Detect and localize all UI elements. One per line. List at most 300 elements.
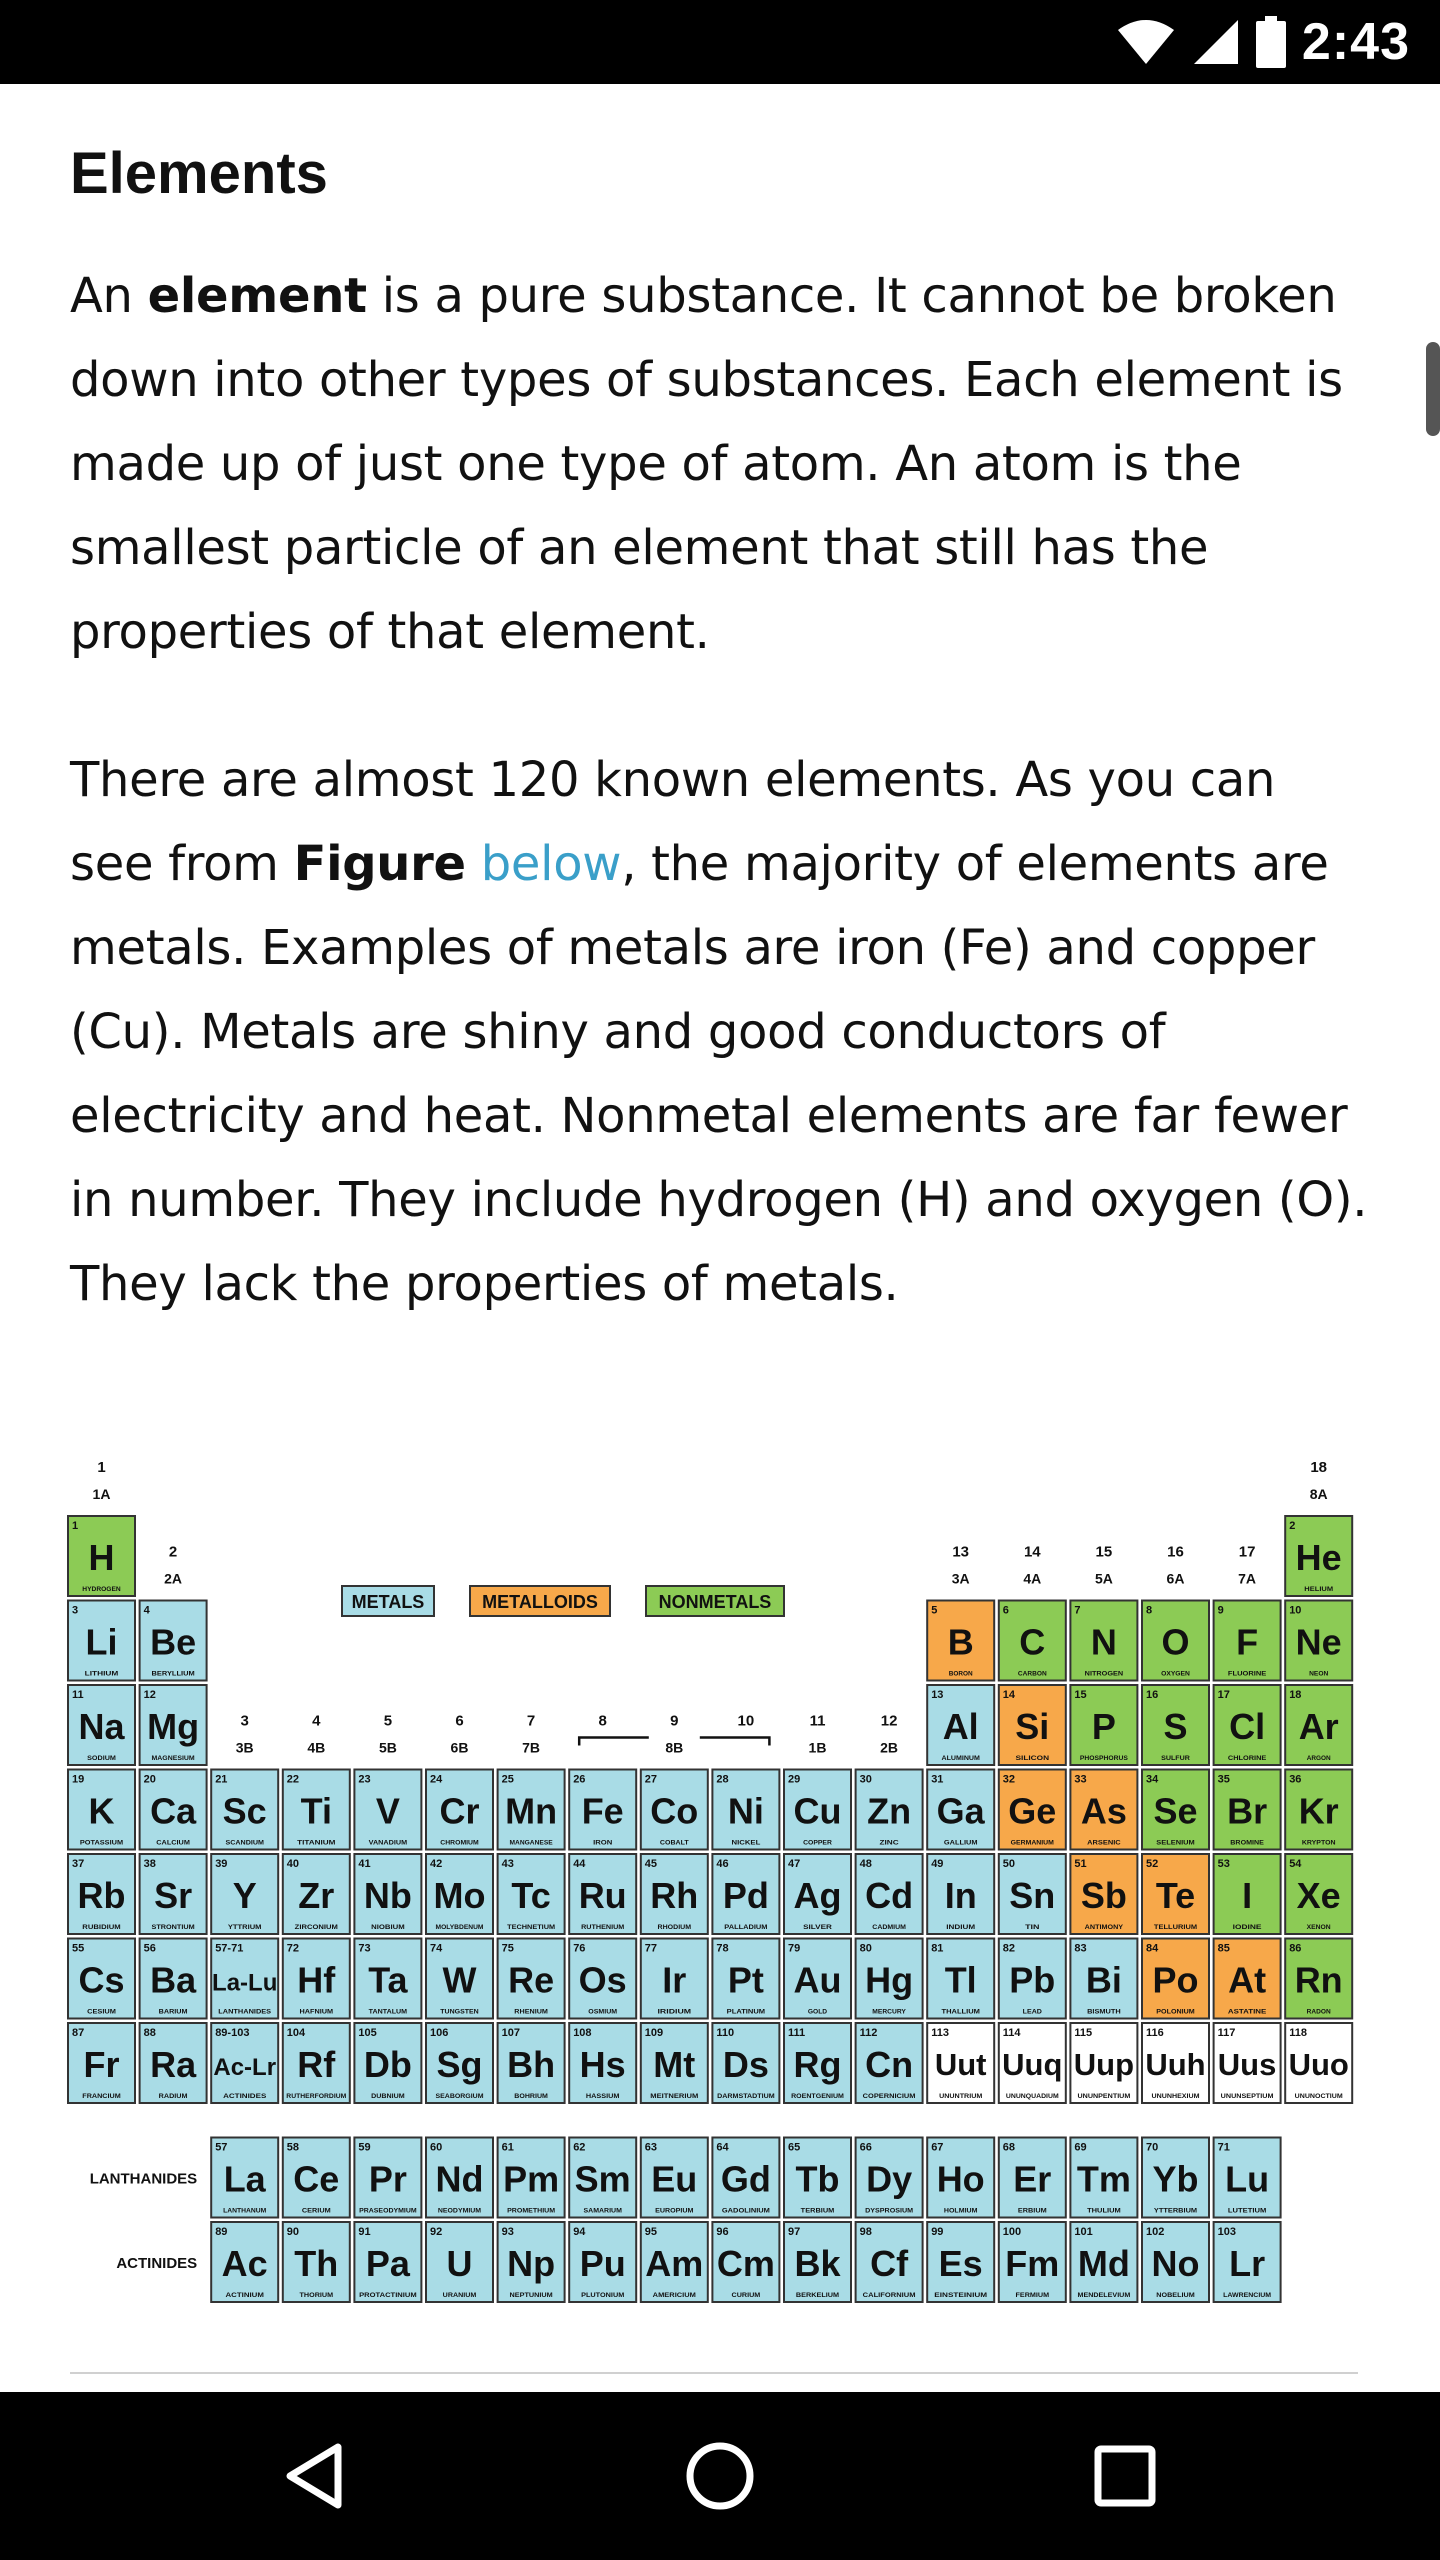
group-label: 4B bbox=[307, 1739, 326, 1756]
element-symbol: K bbox=[88, 1790, 115, 1832]
element-number: 39 bbox=[215, 1858, 228, 1870]
p1-text-a: An bbox=[70, 268, 148, 324]
element-number: 70 bbox=[1146, 2141, 1159, 2154]
element-symbol: Np bbox=[507, 2243, 556, 2284]
group-number: 11 bbox=[809, 1712, 826, 1730]
element-symbol: Ag bbox=[793, 1875, 842, 1916]
element-symbol: Zn bbox=[867, 1790, 912, 1832]
recents-button[interactable] bbox=[1075, 2426, 1175, 2526]
element-symbol: Cr bbox=[439, 1790, 480, 1832]
paragraph-element-definition bbox=[70, 254, 1370, 674]
element-name: DYSPROSIUM bbox=[865, 2207, 914, 2215]
element-symbol: O bbox=[1161, 1621, 1190, 1663]
element-symbol: Yb bbox=[1152, 2158, 1199, 2200]
element-name: DARMSTADTIUM bbox=[717, 2093, 775, 2100]
element-symbol: Fe bbox=[581, 1790, 624, 1832]
element-number: 56 bbox=[143, 1942, 156, 1955]
element-symbol: Uup bbox=[1073, 2047, 1135, 2082]
element-symbol: Zr bbox=[298, 1875, 335, 1916]
element-symbol: Es bbox=[938, 2243, 983, 2284]
element-name: ARSENIC bbox=[1087, 1839, 1122, 1847]
section-heading: Elements bbox=[70, 141, 328, 206]
element-name: VANADIUM bbox=[368, 1839, 408, 1847]
element-number: 71 bbox=[1217, 2141, 1230, 2154]
group-label: 6A bbox=[1166, 1570, 1185, 1587]
element-number: 79 bbox=[788, 1942, 801, 1955]
element-name: HAFNIUM bbox=[299, 2008, 334, 2016]
element-number: 106 bbox=[430, 2027, 449, 2039]
series-label-lanthanides: LANTHANIDES bbox=[89, 2170, 198, 2188]
element-name: RHENIUM bbox=[514, 2008, 548, 2016]
element-name: IRON bbox=[593, 1839, 613, 1847]
element-name: YTTRIUM bbox=[227, 1924, 262, 1931]
element-symbol: Sb bbox=[1080, 1875, 1127, 1916]
element-number: 58 bbox=[286, 2141, 300, 2154]
element-name: HOLMIUM bbox=[943, 2207, 978, 2215]
element-name: THALLIUM bbox=[941, 2008, 980, 2016]
element-name: THORIUM bbox=[299, 2292, 334, 2299]
element-number: 24 bbox=[430, 1773, 443, 1786]
element-name: SCANDIUM bbox=[225, 1839, 264, 1847]
home-button[interactable] bbox=[670, 2426, 770, 2526]
element-name: OXYGEN bbox=[1161, 1670, 1191, 1678]
element-symbol: Re bbox=[508, 1959, 555, 2001]
group-number: 14 bbox=[1023, 1543, 1041, 1561]
element-number: 13 bbox=[931, 1689, 944, 1701]
legend-label-nonmetal: NONMETALS bbox=[658, 1592, 772, 1612]
element-symbol: Lu bbox=[1225, 2158, 1270, 2200]
element-symbol: B bbox=[947, 1621, 974, 1663]
element-name: MAGNESIUM bbox=[151, 1755, 195, 1762]
wifi-icon bbox=[1116, 18, 1176, 66]
element-name: GADOLINIUM bbox=[721, 2207, 770, 2215]
element-number: 114 bbox=[1002, 2027, 1021, 2039]
group-label: 8B bbox=[665, 1739, 684, 1756]
element-name: NEON bbox=[1309, 1670, 1329, 1678]
element-symbol: Tc bbox=[511, 1875, 551, 1916]
element-symbol: C bbox=[1019, 1621, 1046, 1663]
element-symbol: Hs bbox=[579, 2044, 626, 2085]
element-symbol: Bk bbox=[794, 2243, 841, 2284]
element-number: 84 bbox=[1146, 1942, 1159, 1955]
element-number: 76 bbox=[573, 1942, 586, 1955]
element-name: FERMIUM bbox=[1015, 2292, 1050, 2299]
element-symbol: Mn bbox=[505, 1790, 558, 1832]
element-symbol: Sm bbox=[574, 2158, 631, 2200]
scrollbar-thumb[interactable] bbox=[1426, 342, 1440, 436]
element-symbol: He bbox=[1295, 1537, 1342, 1578]
element-number: 32 bbox=[1002, 1773, 1016, 1786]
element-name: MENDELEVIUM bbox=[1077, 2292, 1131, 2299]
element-symbol: In bbox=[944, 1875, 977, 1916]
back-button[interactable] bbox=[265, 2426, 365, 2526]
element-symbol: Se bbox=[1153, 1790, 1198, 1832]
series-label-actinides: ACTINIDES bbox=[116, 2255, 198, 2272]
element-symbol: As bbox=[1080, 1790, 1127, 1832]
element-name: LAWRENCIUM bbox=[1223, 2292, 1272, 2299]
element-number: 47 bbox=[788, 1858, 801, 1870]
element-name: SELENIUM bbox=[1156, 1839, 1195, 1847]
element-name: UNUNSEPTIUM bbox=[1220, 2093, 1274, 2100]
group-number: 7 bbox=[526, 1712, 536, 1730]
element-number: 77 bbox=[644, 1942, 658, 1955]
element-name: HELIUM bbox=[1304, 1586, 1334, 1593]
element-number: 37 bbox=[72, 1858, 85, 1870]
element-symbol: Sr bbox=[154, 1875, 193, 1916]
element-symbol: Pa bbox=[365, 2243, 410, 2284]
element-name: UNUNTRIUM bbox=[939, 2093, 983, 2100]
element-number: 111 bbox=[788, 2027, 806, 2039]
element-number: 35 bbox=[1217, 1773, 1230, 1786]
element-name: ACTINIDES bbox=[223, 2093, 268, 2100]
element-number: 14 bbox=[1002, 1689, 1016, 1701]
element-number: 61 bbox=[501, 2141, 514, 2154]
element-number: 75 bbox=[501, 1942, 514, 1955]
group-label: 1B bbox=[808, 1739, 827, 1756]
element-name: SAMARIUM bbox=[583, 2207, 622, 2215]
group-number: 10 bbox=[737, 1712, 755, 1730]
element-symbol: Uut bbox=[934, 2047, 987, 2082]
element-number: 53 bbox=[1217, 1858, 1230, 1870]
element-name: SEABORGIUM bbox=[435, 2093, 484, 2100]
element-number: 80 bbox=[859, 1942, 872, 1955]
element-name: CESIUM bbox=[87, 2008, 116, 2016]
element-name: ANTIMONY bbox=[1084, 1924, 1124, 1931]
element-symbol: Ra bbox=[150, 2044, 197, 2085]
element-name: SILICON bbox=[1015, 1755, 1050, 1762]
home-icon bbox=[683, 2439, 757, 2513]
element-name: THULIUM bbox=[1087, 2207, 1121, 2215]
element-symbol: Po bbox=[1152, 1959, 1199, 2001]
element-number: 46 bbox=[716, 1858, 729, 1870]
group-number: 4 bbox=[312, 1712, 321, 1730]
element-number: 87 bbox=[72, 2027, 85, 2039]
group-label: 5B bbox=[378, 1739, 397, 1756]
element-number: 38 bbox=[143, 1858, 156, 1870]
element-symbol: Pd bbox=[722, 1875, 769, 1916]
element-name: LANTHANIDES bbox=[218, 2008, 272, 2016]
element-symbol: Ta bbox=[368, 1959, 408, 2001]
element-name: RUTHERFORDIUM bbox=[286, 2093, 347, 2100]
element-symbol: Os bbox=[578, 1959, 627, 2001]
element-name: TERBIUM bbox=[800, 2207, 835, 2215]
element-number: 86 bbox=[1289, 1942, 1302, 1955]
element-symbol: Cs bbox=[78, 1959, 125, 2001]
element-symbol: Cf bbox=[870, 2243, 909, 2284]
group-number: 8 bbox=[598, 1712, 607, 1730]
element-number: 17 bbox=[1217, 1689, 1230, 1701]
element-symbol: Be bbox=[150, 1621, 197, 1663]
element-name: TANTALUM bbox=[368, 2008, 408, 2016]
element-symbol: Mg bbox=[147, 1706, 200, 1747]
element-symbol: Tb bbox=[795, 2158, 840, 2200]
element-symbol: Ti bbox=[300, 1790, 332, 1832]
status-icons bbox=[1116, 0, 1410, 84]
element-number: 67 bbox=[931, 2141, 944, 2154]
element-symbol: Ca bbox=[150, 1790, 197, 1832]
element-symbol: Ne bbox=[1295, 1621, 1342, 1663]
group-number: 12 bbox=[880, 1712, 898, 1730]
element-number: 91 bbox=[358, 2226, 371, 2238]
element-number: 36 bbox=[1289, 1773, 1302, 1786]
element-symbol: Bi bbox=[1085, 1959, 1122, 2001]
element-name: PROTACTINIUM bbox=[359, 2292, 417, 2299]
element-number: 81 bbox=[931, 1942, 944, 1955]
element-symbol: Uuh bbox=[1145, 2047, 1206, 2082]
element-number: 50 bbox=[1002, 1858, 1016, 1870]
element-number: 1 bbox=[72, 1520, 79, 1532]
element-number: 33 bbox=[1074, 1773, 1087, 1786]
element-name: PLATINUM bbox=[726, 2008, 766, 2016]
element-number: 98 bbox=[859, 2226, 872, 2238]
legend-label-metalloid: METALLOIDS bbox=[482, 1592, 598, 1612]
element-name: CALCIUM bbox=[156, 1839, 190, 1847]
element-number: 117 bbox=[1217, 2027, 1236, 2039]
element-name: CADMIUM bbox=[872, 1924, 906, 1931]
element-number: 104 bbox=[286, 2027, 306, 2039]
element-number: 41 bbox=[358, 1858, 371, 1870]
element-symbol: Co bbox=[650, 1790, 699, 1832]
element-name: IRIDIUM bbox=[657, 2008, 692, 2016]
element-number: 101 bbox=[1074, 2226, 1093, 2238]
element-number: 54 bbox=[1289, 1858, 1302, 1870]
element-number: 19 bbox=[72, 1773, 85, 1786]
element-number: 23 bbox=[358, 1773, 371, 1786]
element-number: 55 bbox=[72, 1942, 85, 1955]
element-name: LANTHANUM bbox=[223, 2207, 267, 2215]
element-name: GALLIUM bbox=[943, 1839, 978, 1847]
element-name: BROMINE bbox=[1230, 1839, 1265, 1847]
element-symbol: Kr bbox=[1298, 1790, 1339, 1832]
group-number: 17 bbox=[1238, 1543, 1256, 1561]
element-number: 96 bbox=[716, 2226, 729, 2238]
element-symbol: Pm bbox=[503, 2158, 560, 2200]
element-symbol: Xe bbox=[1296, 1875, 1341, 1916]
element-symbol: Cd bbox=[865, 1875, 914, 1916]
element-name: KRYPTON bbox=[1301, 1839, 1336, 1847]
group-label: 8A bbox=[1309, 1486, 1328, 1502]
element-name: UNUNPENTIUM bbox=[1077, 2093, 1131, 2100]
battery-icon bbox=[1256, 16, 1286, 68]
element-name: STRONTIUM bbox=[151, 1924, 195, 1931]
element-symbol: W bbox=[442, 1959, 477, 2001]
element-name: RADON bbox=[1306, 2008, 1331, 2016]
element-symbol: H bbox=[88, 1537, 115, 1578]
element-symbol: La bbox=[223, 2158, 266, 2200]
element-number: 72 bbox=[286, 1942, 300, 1955]
status-time: 2:43 bbox=[1301, 13, 1410, 71]
element-number: 59 bbox=[358, 2141, 371, 2154]
element-symbol: Nd bbox=[435, 2158, 484, 2200]
element-number: 8 bbox=[1146, 1604, 1153, 1617]
element-name: NICKEL bbox=[731, 1839, 761, 1847]
element-symbol: Uus bbox=[1217, 2047, 1277, 2082]
element-symbol: V bbox=[375, 1790, 400, 1832]
element-name: POTASSIUM bbox=[79, 1839, 124, 1847]
element-name: TELLURIUM bbox=[1153, 1924, 1198, 1931]
element-symbol: S bbox=[1163, 1706, 1188, 1747]
element-name: ASTATINE bbox=[1227, 2008, 1268, 2016]
element-name: BARIUM bbox=[158, 2008, 188, 2016]
element-symbol: Hg bbox=[865, 1959, 914, 2001]
element-number: 12 bbox=[143, 1689, 156, 1701]
element-symbol: U bbox=[446, 2243, 473, 2284]
status-bar bbox=[0, 0, 1440, 84]
group-number: 1 bbox=[97, 1459, 106, 1476]
group-number: 3 bbox=[240, 1712, 249, 1730]
element-symbol: Ds bbox=[722, 2044, 769, 2085]
group-number: 6 bbox=[455, 1712, 464, 1730]
element-number: 64 bbox=[716, 2141, 729, 2154]
element-number: 60 bbox=[430, 2141, 443, 2154]
element-symbol: Cl bbox=[1229, 1706, 1266, 1747]
element-name: SODIUM bbox=[87, 1755, 116, 1762]
element-symbol: Na bbox=[78, 1706, 125, 1747]
group-label: 4A bbox=[1023, 1570, 1042, 1587]
element-number: 5 bbox=[931, 1604, 938, 1617]
element-number: 94 bbox=[573, 2226, 586, 2238]
element-symbol: Md bbox=[1077, 2243, 1130, 2284]
element-name: PLUTONIUM bbox=[581, 2292, 625, 2299]
element-number: 57-71 bbox=[215, 1942, 244, 1955]
group-number: 2 bbox=[168, 1543, 178, 1561]
element-name: OSMIUM bbox=[588, 2008, 618, 2016]
element-symbol: Rg bbox=[793, 2044, 842, 2085]
element-name: CARBON bbox=[1017, 1670, 1048, 1678]
element-number: 78 bbox=[716, 1942, 729, 1955]
element-symbol: Rb bbox=[77, 1875, 126, 1916]
element-name: IODINE bbox=[1232, 1924, 1263, 1931]
element-name: CERIUM bbox=[301, 2207, 331, 2215]
element-number: 113 bbox=[931, 2027, 949, 2039]
element-number: 88 bbox=[143, 2027, 156, 2039]
element-symbol: Hf bbox=[297, 1959, 336, 2001]
element-symbol: Al bbox=[942, 1706, 979, 1747]
element-name: NITROGEN bbox=[1084, 1670, 1124, 1678]
element-number: 85 bbox=[1217, 1942, 1230, 1955]
element-number: 73 bbox=[358, 1942, 371, 1955]
element-number: 34 bbox=[1146, 1773, 1159, 1786]
element-number: 7 bbox=[1074, 1604, 1081, 1617]
element-name: MANGANESE bbox=[509, 1839, 554, 1847]
element-number: 68 bbox=[1002, 2141, 1016, 2154]
element-name: BORON bbox=[948, 1670, 973, 1678]
element-name: NOBELIUM bbox=[1156, 2292, 1195, 2299]
element-number: 11 bbox=[72, 1689, 84, 1701]
element-symbol: Ac bbox=[221, 2243, 268, 2284]
element-name: DUBNIUM bbox=[371, 2093, 405, 2100]
term-element: element bbox=[147, 268, 367, 324]
element-symbol: Li bbox=[85, 1621, 118, 1663]
element-name: ALUMINUM bbox=[941, 1755, 980, 1762]
element-name: BOHRIUM bbox=[514, 2093, 548, 2100]
element-name: SULFUR bbox=[1161, 1755, 1191, 1762]
element-name: GOLD bbox=[807, 2008, 828, 2016]
element-number: 21 bbox=[215, 1773, 228, 1786]
element-symbol: Tm bbox=[1076, 2158, 1131, 2200]
element-name: BERKELIUM bbox=[795, 2292, 840, 2299]
element-name: LITHIUM bbox=[84, 1670, 119, 1678]
element-number: 82 bbox=[1002, 1942, 1016, 1955]
element-number: 29 bbox=[788, 1773, 801, 1786]
element-name: PROMETHIUM bbox=[507, 2207, 556, 2215]
element-name: ACTINIUM bbox=[225, 2292, 264, 2299]
element-number: 45 bbox=[644, 1858, 658, 1870]
element-symbol: N bbox=[1090, 1621, 1117, 1663]
element-number: 69 bbox=[1074, 2141, 1087, 2154]
element-name: COPPER bbox=[803, 1839, 833, 1847]
group-label: 2B bbox=[880, 1739, 899, 1756]
element-number: 116 bbox=[1146, 2027, 1164, 2039]
element-symbol: Cm bbox=[716, 2243, 775, 2284]
element-symbol: Am bbox=[645, 2243, 704, 2284]
element-symbol: Y bbox=[232, 1875, 257, 1916]
element-name: ROENTGENIUM bbox=[791, 2093, 844, 2100]
element-number: 92 bbox=[430, 2226, 443, 2238]
element-number: 18 bbox=[1289, 1689, 1302, 1701]
element-number: 118 bbox=[1289, 2027, 1307, 2039]
periodic-table bbox=[60, 1440, 1380, 2320]
element-name: RHODIUM bbox=[657, 1924, 692, 1931]
element-number: 20 bbox=[143, 1773, 156, 1786]
element-symbol: Th bbox=[294, 2243, 339, 2284]
figure-link-below[interactable]: below bbox=[480, 836, 622, 892]
element-number: 30 bbox=[859, 1773, 872, 1786]
element-number: 2 bbox=[1289, 1520, 1296, 1532]
element-number: 3 bbox=[72, 1604, 79, 1617]
element-symbol: Tl bbox=[944, 1959, 977, 2001]
element-name: URANIUM bbox=[442, 2292, 477, 2299]
element-name: PRASEODYMIUM bbox=[359, 2207, 417, 2215]
element-symbol: Ir bbox=[662, 1959, 687, 2001]
element-number: 74 bbox=[430, 1942, 443, 1955]
element-name: COBALT bbox=[659, 1839, 689, 1847]
element-name: YTTERBIUM bbox=[1153, 2207, 1198, 2215]
group-label: 1A bbox=[92, 1486, 111, 1502]
element-number: 110 bbox=[716, 2027, 735, 2039]
element-name: MOLYBDENUM bbox=[435, 1924, 484, 1931]
element-symbol: Bh bbox=[507, 2044, 556, 2085]
element-symbol: Pr bbox=[368, 2158, 407, 2200]
group-label: 5A bbox=[1094, 1570, 1113, 1587]
element-name: NEPTUNIUM bbox=[509, 2292, 553, 2299]
element-symbol: Ba bbox=[150, 1959, 197, 2001]
element-number: 108 bbox=[573, 2027, 592, 2039]
element-name: EINSTEINIUM bbox=[934, 2292, 988, 2299]
element-name: FLUORINE bbox=[1227, 1670, 1268, 1678]
element-symbol: Lr bbox=[1229, 2243, 1266, 2284]
element-symbol: I bbox=[1242, 1875, 1253, 1916]
element-name: CALIFORNIUM bbox=[862, 2292, 916, 2299]
element-symbol: Sc bbox=[222, 1790, 267, 1832]
element-number: 90 bbox=[286, 2226, 300, 2238]
element-name: POLONIUM bbox=[1156, 2008, 1195, 2016]
element-symbol: Nb bbox=[363, 1875, 412, 1916]
p2-text-a: There are almost 120 known elements. As you can see from bbox=[70, 752, 1276, 892]
element-number: 27 bbox=[644, 1773, 658, 1786]
section-divider bbox=[70, 2372, 1358, 2374]
element-name: UNUNOCTIUM bbox=[1294, 2093, 1343, 2100]
element-number: 10 bbox=[1289, 1604, 1302, 1617]
element-symbol: Ni bbox=[727, 1790, 764, 1832]
element-symbol: P bbox=[1091, 1706, 1116, 1747]
p2-text-d: , the majority of elements are metals. Examples of metals are iron (Fe) and copper (Cu). Metals are shiny and good conductors of electricity and heat. Nonmetal elements are far fewer in number. They include hydrogen (H) and oxygen (O). They lack the properties of metals. bbox=[70, 836, 1368, 1312]
element-symbol: Ac-Lr bbox=[213, 2054, 277, 2081]
element-number: 83 bbox=[1074, 1942, 1087, 1955]
element-number: 109 bbox=[644, 2027, 664, 2039]
element-symbol: Uuq bbox=[1002, 2047, 1063, 2082]
element-number: 100 bbox=[1002, 2226, 1022, 2238]
